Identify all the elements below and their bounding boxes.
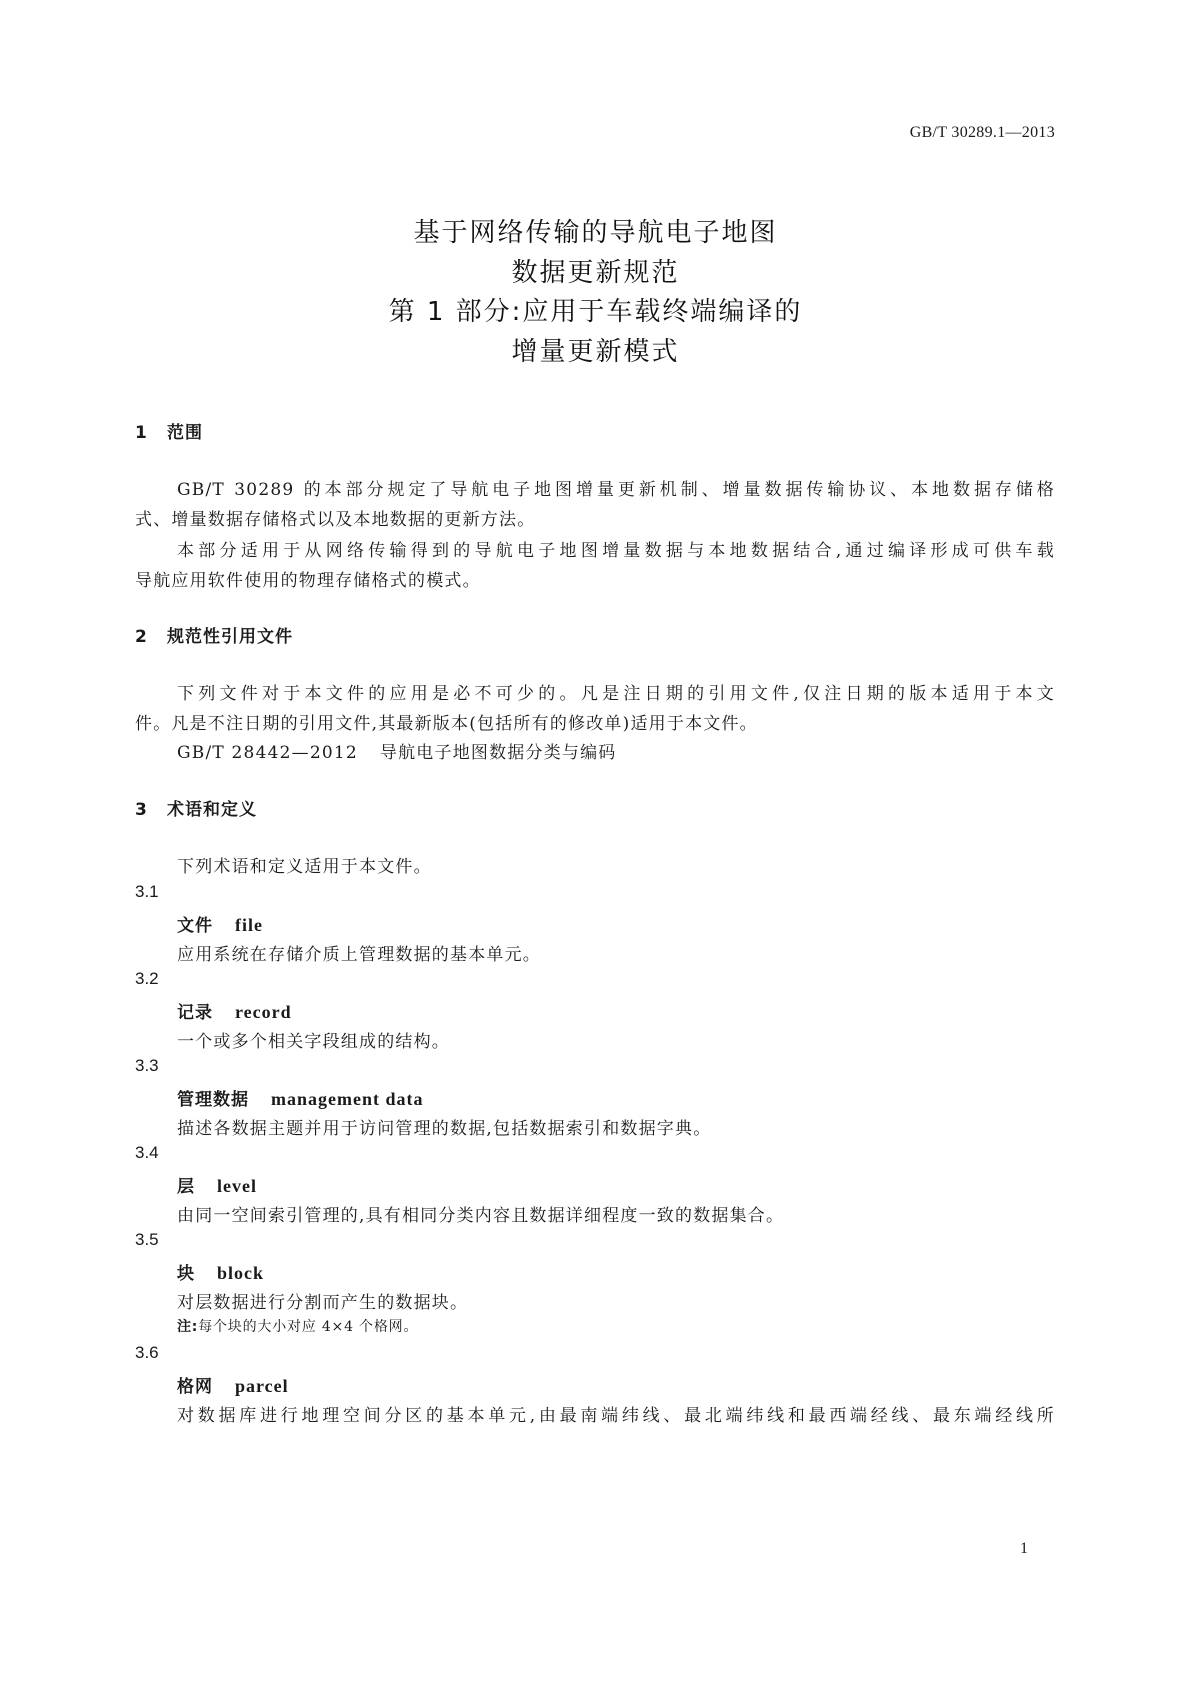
term-chinese: 管理数据 [177,1090,249,1110]
term-heading [177,1372,289,1397]
term-number: 3.1 [135,882,159,901]
term-number: 3.2 [135,969,159,988]
paragraph-line: 式、增量数据存储格式以及本地数据的更新方法。 [135,510,536,530]
paragraph-line: 本部分适用于从网络传输得到的导航电子地图增量数据与本地数据结合,通过编译形成可供车载 [177,541,1055,561]
section-number: 2 [135,627,148,647]
document-title-line-3: 第 1 部分:应用于车载终端编译的 [388,297,803,327]
term-english: record [235,1002,292,1022]
term-definition: 一个或多个相关字段组成的结构。 [177,1032,450,1052]
section-title: 规范性引用文件 [167,627,293,647]
term-definition: 对层数据进行分割而产生的数据块。 [177,1293,469,1313]
term-definition: 对数据库进行地理空间分区的基本单元,由最南端纬线、最北端纬线和最西端经线、最东端经线所 [177,1406,1055,1426]
term-english: management data [271,1089,424,1109]
section-title: 范围 [167,423,203,443]
document-title-line-1: 基于网络传输的导航电子地图 [413,218,778,248]
term-chinese: 块 [177,1264,195,1284]
term-chinese: 层 [177,1177,195,1197]
term-definition: 由同一空间索引管理的,具有相同分类内容且数据详细程度一致的数据集合。 [177,1206,785,1226]
paragraph-line: 件。凡是不注日期的引用文件,其最新版本(包括所有的修改单)适用于本文件。 [135,714,758,734]
section-2-heading [135,622,293,647]
term-definition: 应用系统在存储介质上管理数据的基本单元。 [177,945,541,965]
note-text: 每个块的大小对应 4×4 个格网。 [198,1319,419,1335]
term-definition: 描述各数据主题并用于访问管理的数据,包括数据索引和数据字典。 [177,1119,712,1139]
term-number: 3.5 [135,1230,159,1249]
page-number: 1 [1020,1540,1028,1557]
reference-code: GB/T 28442—2012 [177,743,358,763]
section-1-heading [135,418,203,443]
term-heading [177,1085,424,1110]
note-label: 注: [177,1319,199,1335]
term-english: level [217,1176,257,1196]
term-number: 3.4 [135,1143,159,1162]
term-heading [177,1172,257,1197]
document-title-line-2: 数据更新规范 [511,258,680,288]
term-english: parcel [235,1376,289,1396]
term-heading [177,1259,264,1284]
term-heading [177,911,263,936]
section-title: 术语和定义 [167,800,257,820]
section-3-heading [135,795,257,820]
paragraph-line: 下列文件对于本文件的应用是必不可少的。凡是注日期的引用文件,仅注日期的版本适用于本文 [177,684,1055,704]
term-number: 3.3 [135,1056,159,1075]
standard-code: GB/T 30289.1—2013 [909,124,1055,141]
term-english: block [217,1263,265,1283]
term-heading [177,998,292,1023]
term-english: file [235,915,263,935]
section-number: 1 [135,423,148,443]
term-chinese: 格网 [177,1377,213,1397]
paragraph-line: 下列术语和定义适用于本文件。 [177,857,432,877]
paragraph-line: GB/T 30289 的本部分规定了导航电子地图增量更新机制、增量数据传输协议、本地数据存储格 [177,480,1055,500]
reference-title: 导航电子地图数据分类与编码 [379,743,617,763]
normative-reference [177,738,617,763]
section-number: 3 [135,800,148,820]
document-title-line-4: 增量更新模式 [511,337,680,367]
paragraph-line: 导航应用软件使用的物理存储格式的模式。 [135,571,481,591]
term-chinese: 记录 [177,1003,213,1023]
term-note [177,1316,418,1336]
term-number: 3.6 [135,1343,159,1362]
term-chinese: 文件 [177,916,213,936]
